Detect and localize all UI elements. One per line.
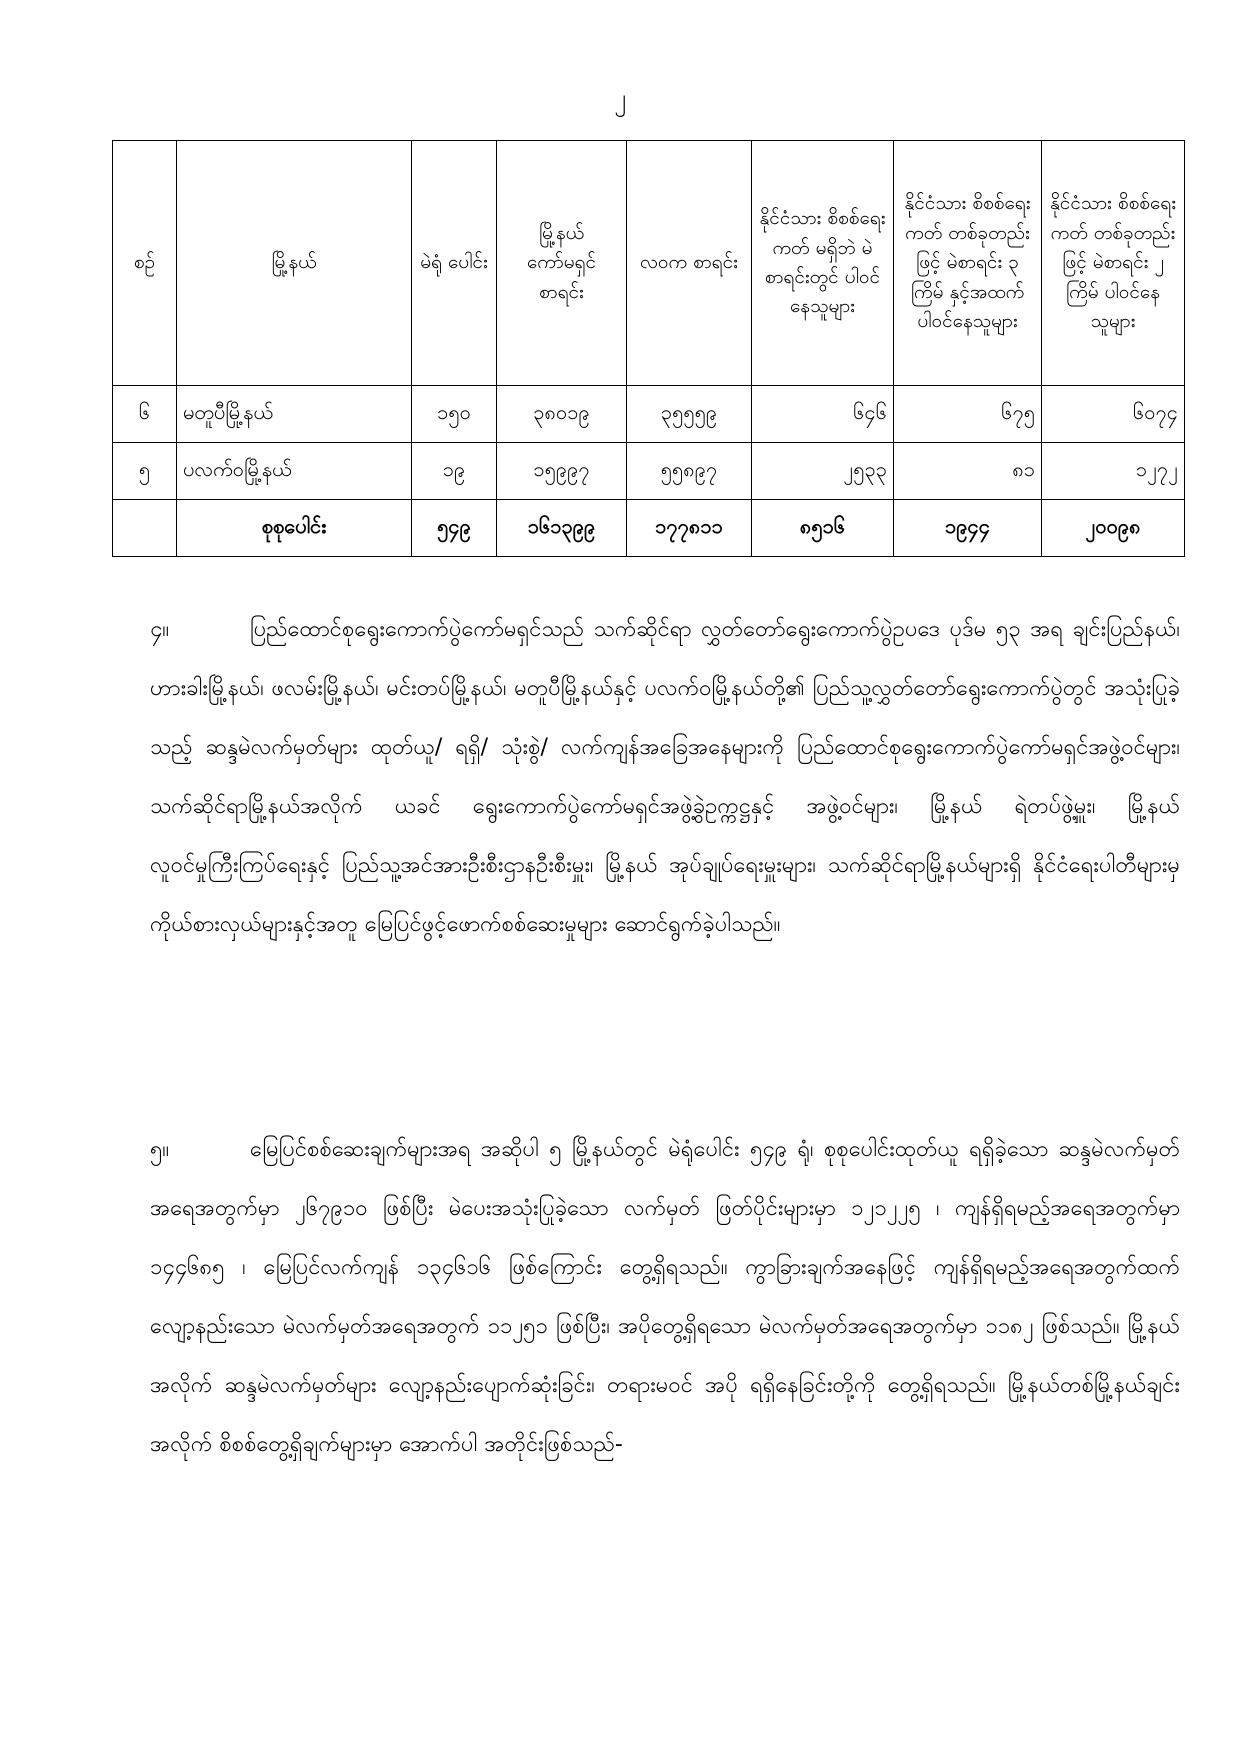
page-number: ၂ [614,84,626,112]
cell-polling-stations: ၁၅၀ [412,386,497,443]
paragraph-5 [150,1120,1180,1474]
paragraph-4 [150,600,1180,954]
header-polling-stations: မဲရုံ ပေါင်း [412,141,497,386]
header-two-times: နိုင်ငံသား စိစစ်ရေးကတ် တစ်ခုတည်းဖြင့် မဲစာရင်း ၂ ကြိမ် ပါဝင်နေသူများ [1042,141,1185,386]
cell-township: ပလက်ဝမြို့နယ် [177,443,412,500]
header-serial: စဉ် [113,141,177,386]
paragraph-text: ပြည်ထောင်စုရွေးကောက်ပွဲကော်မရှင်သည် သက်ဆိုင်ရာ လွှတ်တော်ရွေးကောက်ပွဲဥပဒေ ပုဒ်မ ၅၃ အရ ချင်းပြည်နယ်၊ ဟားခါးမြို့နယ်၊ ဖလမ်းမြို့နယ်၊ မင်းတပ်မြို့နယ်၊ မတူပီမြို့နယ်နှင့် ပလက်ဝမြို့နယ်တို့၏ ပြည်သူ့လွှတ်တော်ရွေးကောက်ပွဲတွင် အသုံးပြုခဲ့သည့် ဆန္ဒမဲလက်မှတ်များ ထုတ်ယူ/ ရရှိ/ သုံးစွဲ/ လက်ကျန်အခြေအနေများကို ပြည်ထောင်စုရွေးကောက်ပွဲကော်မရှင်အဖွဲ့ဝင်များ၊ သက်ဆိုင်ရာမြို့နယ်အလိုက် ယခင် ရွေးကောက်ပွဲကော်မရှင်အဖွဲ့ခွဲဥက္ကဋ္ဌနှင့် အဖွဲ့ဝင်များ၊ မြို့နယ် ရဲတပ်ဖွဲ့မှူး၊ မြို့နယ်လူဝင်မှုကြီးကြပ်ရေးနှင့် ပြည်သူ့အင်အားဦးစီးဌာနဦးစီးမှူး၊ မြို့နယ် အုပ်ချုပ်ရေးမှူးများ၊ သက်ဆိုင်ရာမြို့နယ်များရှိ နိုင်ငံရေးပါတီများမှ ကိုယ်စားလှယ်များနှင့်အတူ မြေပြင်ဖွင့်ဖောက်စစ်ဆေးမှုများ ဆောင်ရွက်ခဲ့ပါသည်။ [150,617,1180,937]
header-three-plus-times: နိုင်ငံသား စိစစ်ရေးကတ် တစ်ခုတည်းဖြင့် မဲစာရင်း ၃ ကြိမ် နှင့်အထက် ပါဝင်နေသူများ [894,141,1042,386]
total-immigration-list: ၁၇၇၈၁၁ [627,500,752,557]
paragraph-number: ၅။ [150,1137,170,1162]
cell-three-plus-times: ၆၇၅ [894,386,1042,443]
cell-commission-list: ၁၅၉၉၇ [497,443,627,500]
header-township: မြို့နယ် [177,141,412,386]
paragraph-number: ၄။ [150,617,170,642]
cell-polling-stations: ၁၉ [412,443,497,500]
cell-serial: ၆ [113,386,177,443]
cell-township: မတူပီမြို့နယ် [177,386,412,443]
total-two-times: ၂၀၀၉၈ [1042,500,1185,557]
cell-commission-list: ၃၈၀၁၉ [497,386,627,443]
table-row [113,386,1185,443]
cell-no-id-card: ၂၅၃၃ [752,443,894,500]
cell-no-id-card: ၆၄၆ [752,386,894,443]
cell-immigration-list: ၅၅၈၉၇ [627,443,752,500]
paragraph-text: မြေပြင်စစ်ဆေးချက်များအရ အဆိုပါ ၅ မြို့နယ်တွင် မဲရုံပေါင်း ၅၄၉ ရုံ၊ စုစုပေါင်းထုတ်ယူ ရရှိခဲ့သော ဆန္ဒမဲလက်မှတ်အရေအတွက်မှာ ၂၆၇၉၁၀ ဖြစ်ပြီး မဲပေးအသုံးပြုခဲ့သော လက်မှတ် ဖြတ်ပိုင်းများမှာ ၁၂၁၂၂၅ ၊ ကျန်ရှိရမည့်အရေအတွက်မှာ ၁၄၄၆၈၅ ၊ မြေပြင်လက်ကျန် ၁၃၄၆၁၆ ဖြစ်ကြောင်း တွေ့ရှိရသည်။ ကွာခြားချက်အနေဖြင့် ကျန်ရှိရမည့်အရေအတွက်ထက် လျော့နည်းသော မဲလက်မှတ်အရေအတွက် ၁၁၂၅၁ ဖြစ်ပြီး၊ အပိုတွေ့ရှိရသော မဲလက်မှတ်အရေအတွက်မှာ ၁၁၈၂ ဖြစ်သည်။ မြို့နယ်အလိုက် ဆန္ဒမဲလက်မှတ်များ လျော့နည်းပျောက်ဆုံးခြင်း၊ တရားမဝင် အပို ရရှိနေခြင်းတို့ကို တွေ့ရှိရသည်။ မြို့နယ်တစ်မြို့နယ်ချင်းအလိုက် စိစစ်တွေ့ရှိချက်များမှာ အောက်ပါ အတိုင်းဖြစ်သည်- [150,1137,1180,1457]
total-commission-list: ၁၆၁၃၉၉ [497,500,627,557]
cell-empty [113,500,177,557]
total-three-plus-times: ၁၉၄၄ [894,500,1042,557]
total-polling-stations: ၅၄၉ [412,500,497,557]
header-no-id-card: နိုင်ငံသား စိစစ်ရေးကတ် မရှိဘဲ မဲစာရင်းတွင် ပါဝင်နေသူများ [752,141,894,386]
ballot-summary-table [112,140,1185,557]
table-row [113,443,1185,500]
cell-three-plus-times: ၈၁ [894,443,1042,500]
header-immigration-list: လဝက စာရင်း [627,141,752,386]
total-no-id-card: ၈၅၁၆ [752,500,894,557]
cell-two-times: ၆၀၇၄ [1042,386,1185,443]
table-header-row [113,141,1185,386]
cell-serial: ၅ [113,443,177,500]
total-row [113,500,1185,557]
header-commission-list: မြို့နယ် ကော်မရှင် စာရင်း [497,141,627,386]
cell-immigration-list: ၃၅၅၅၉ [627,386,752,443]
cell-two-times: ၁၂၇၂ [1042,443,1185,500]
total-label: စုစုပေါင်း [177,500,412,557]
